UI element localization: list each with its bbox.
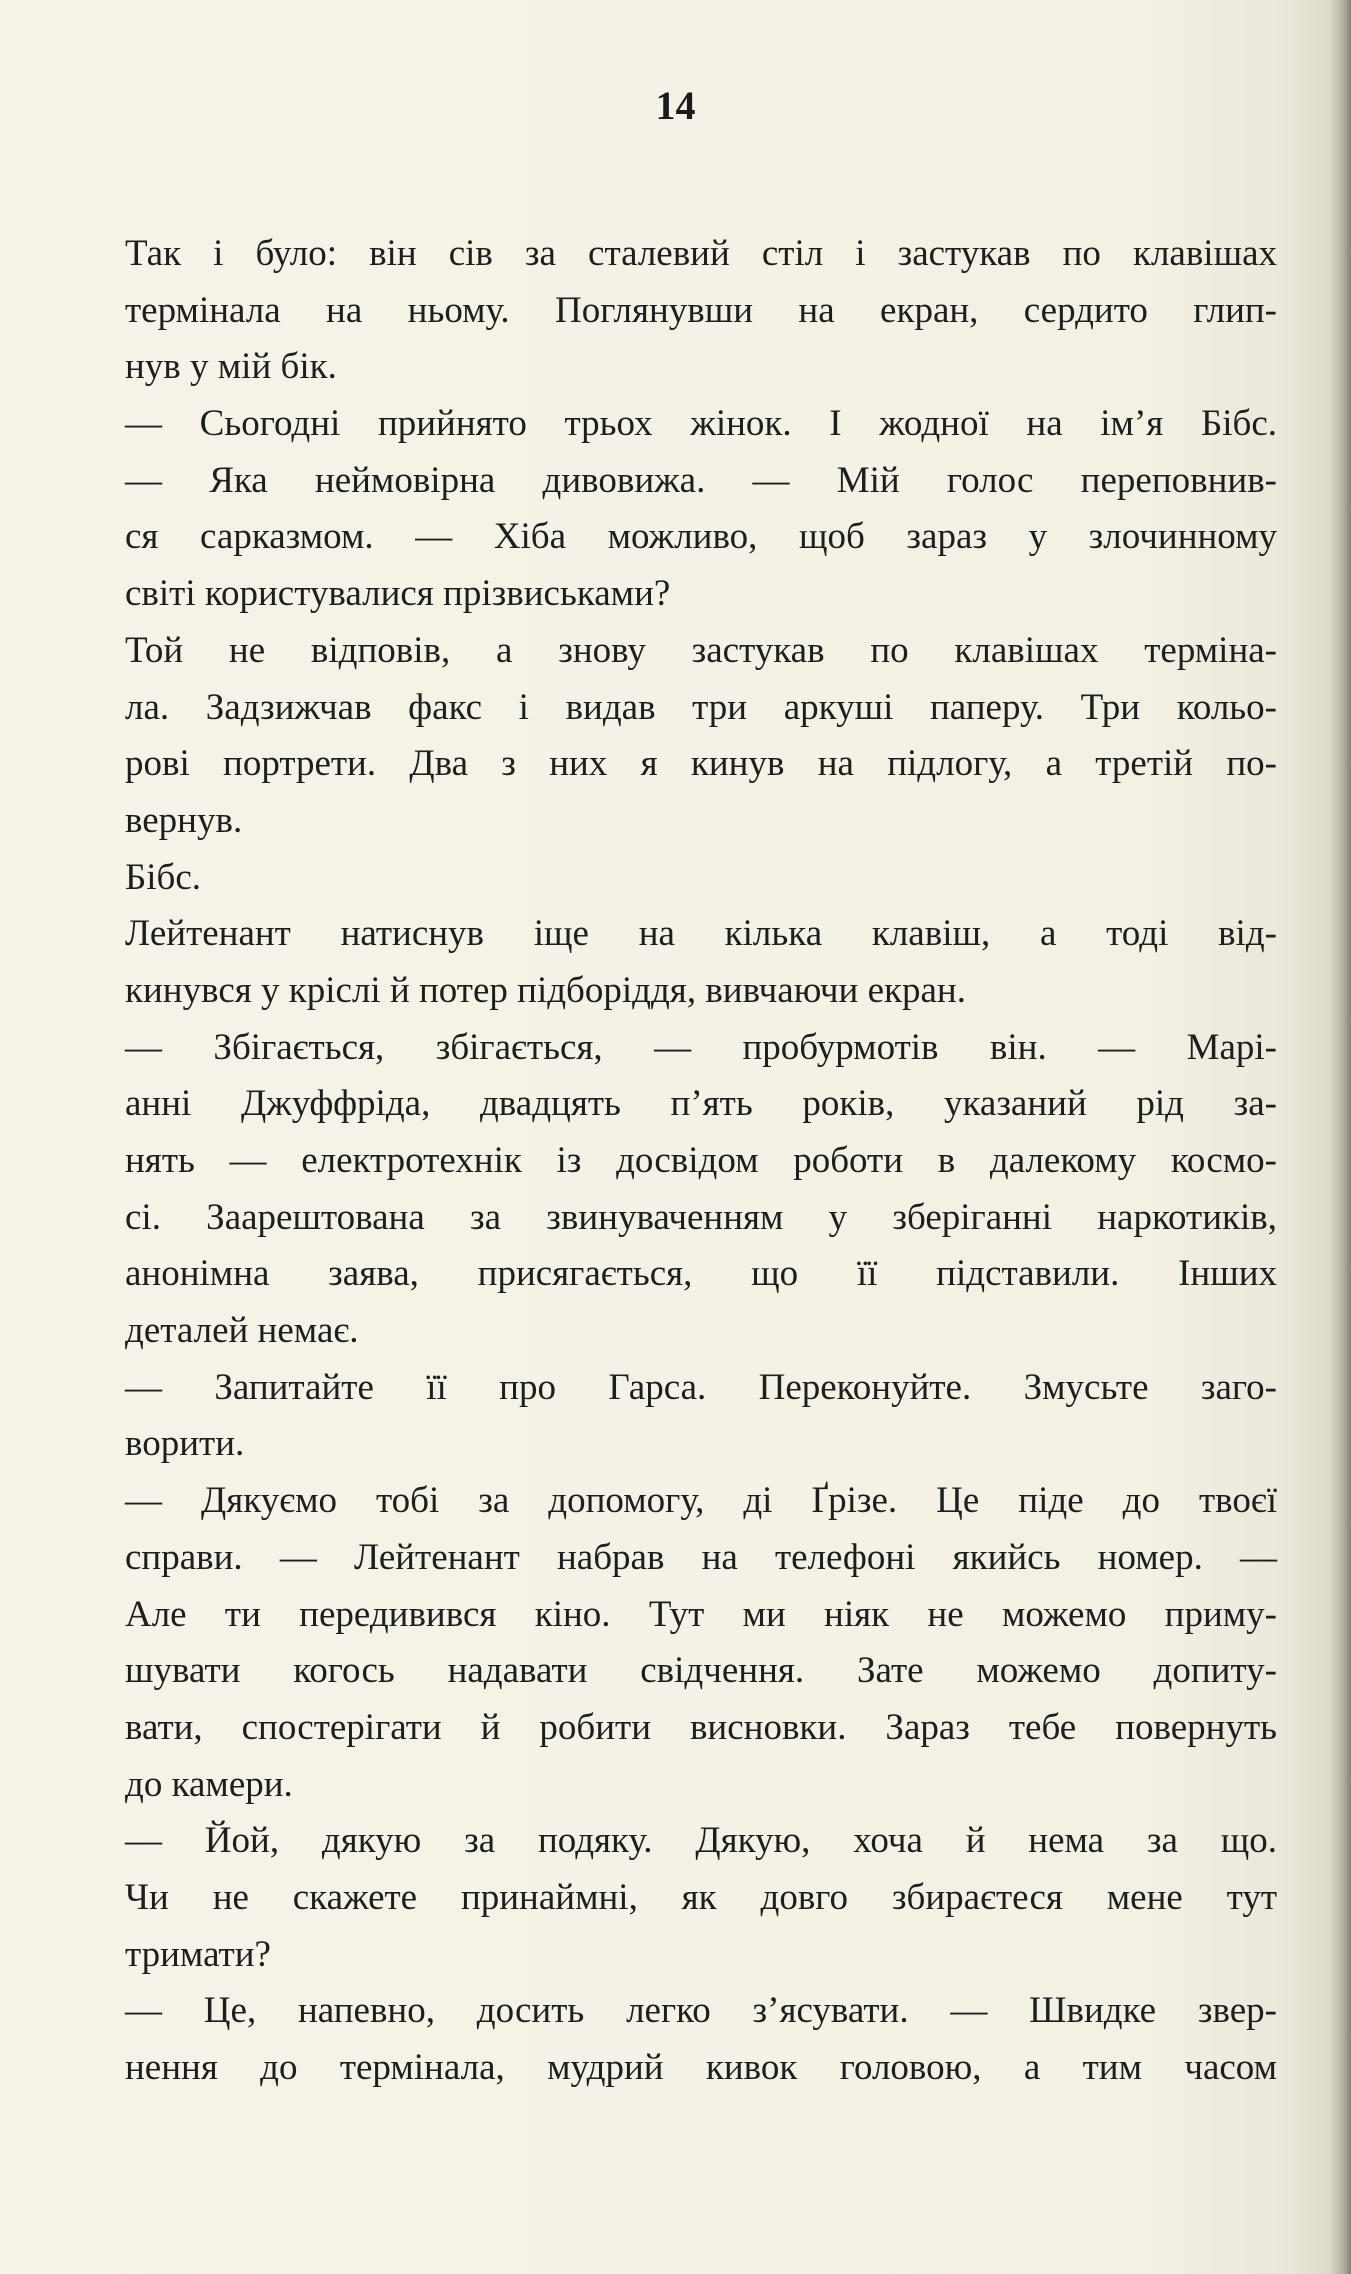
text-line: Той не відповів, а знову застукав по клавішах терміна- (125, 629, 1277, 671)
text-line: рові портрети. Два з них я кинув на підлогу, а третій по- (125, 743, 1277, 785)
text-line: Лейтенант натиснув іще на кілька клавіш, а тоді від- (125, 913, 1277, 955)
text-line: — Збігається, збігається, — пробурмотів він. — Марі- (125, 1026, 1277, 1068)
text-line: Бібс. (125, 856, 202, 898)
paragraph (125, 226, 1277, 396)
text-line: вернув. (125, 799, 243, 841)
text-line: Так і було: він сів за сталевий стіл і застукав по клавішах (125, 233, 1277, 274)
text-line: — Яка неймовірна дивовижа. — Мій голос переповнив- (125, 459, 1277, 501)
text-line: Чи не скажете принаймні, як довго збираєтеся мене тут (125, 1876, 1277, 1918)
text-line: нув у мій бік. (125, 346, 337, 388)
text-line: Але ти передивився кіно. Тут ми ніяк не можемо приму- (125, 1593, 1277, 1635)
text-line: світі користувалися прізвиськами? (125, 573, 671, 615)
text-line: вати, спостерігати й робити висновки. Зараз тебе повернуть (125, 1706, 1277, 1748)
text-line: — Запитайте її про Гарса. Переконуйте. Змусьте заго- (125, 1366, 1277, 1408)
text-line: ла. Задзижчав факс і видав три аркуші паперу. Три кольо- (125, 686, 1277, 728)
paragraph (125, 1473, 1277, 1813)
text-line: кинувся у кріслі й потер підборіддя, вивчаючи екран. (125, 969, 966, 1011)
text-line: ворити. (125, 1423, 245, 1465)
paragraph (125, 906, 1277, 1019)
text-line: нення до термінала, мудрий кивок головою, а тим часом (125, 2047, 1277, 2088)
text-line: тримати? (125, 1933, 271, 1975)
text-line: деталей немає. (125, 1310, 359, 1352)
text-line: справи. — Лейтенант набрав на телефоні якийсь номер. — (125, 1536, 1277, 1578)
text-line: анонімна заява, присягається, що її підставили. Інших (125, 1253, 1277, 1295)
text-line: — Сьогодні прийнято трьох жінок. І жодної на ім’я Бібс. (125, 403, 1277, 445)
paragraph (125, 1360, 1277, 1473)
paragraph (125, 396, 1277, 453)
paragraph (125, 850, 1277, 907)
paragraph (125, 1020, 1277, 1360)
text-line: нять — електротехнік із досвідом роботи в далекому космо- (125, 1140, 1277, 1181)
paragraph (125, 453, 1277, 623)
body-text (125, 226, 1277, 2097)
paragraph (125, 1983, 1277, 2096)
text-line: термінала на ньому. Поглянувши на екран, сердито глип- (125, 289, 1277, 331)
paragraph (125, 1813, 1277, 1983)
text-line: ся сарказмом. — Хіба можливо, щоб зараз у злочинному (125, 516, 1277, 558)
text-line: анні Джуффріда, двадцять п’ять років, указаний рід за- (125, 1083, 1277, 1125)
page-spine-shadow (1329, 0, 1351, 2274)
text-line: — Йой, дякую за подяку. Дякую, хоча й нема за що. (125, 1820, 1277, 1862)
paragraph (125, 623, 1277, 850)
page-number: 14 (655, 83, 696, 128)
text-line: — Дякуємо тобі за допомогу, ді Ґрізе. Це піде до твоєї (125, 1480, 1277, 1522)
text-line: до камери. (125, 1763, 293, 1805)
text-line: сі. Заарештована за звинуваченням у зберіганні наркотиків, (125, 1196, 1277, 1238)
text-line: — Це, напевно, досить легко з’ясувати. — Швидке звер- (125, 1990, 1277, 2032)
text-line: шувати когось надавати свідчення. Зате можемо допиту- (125, 1650, 1277, 1692)
